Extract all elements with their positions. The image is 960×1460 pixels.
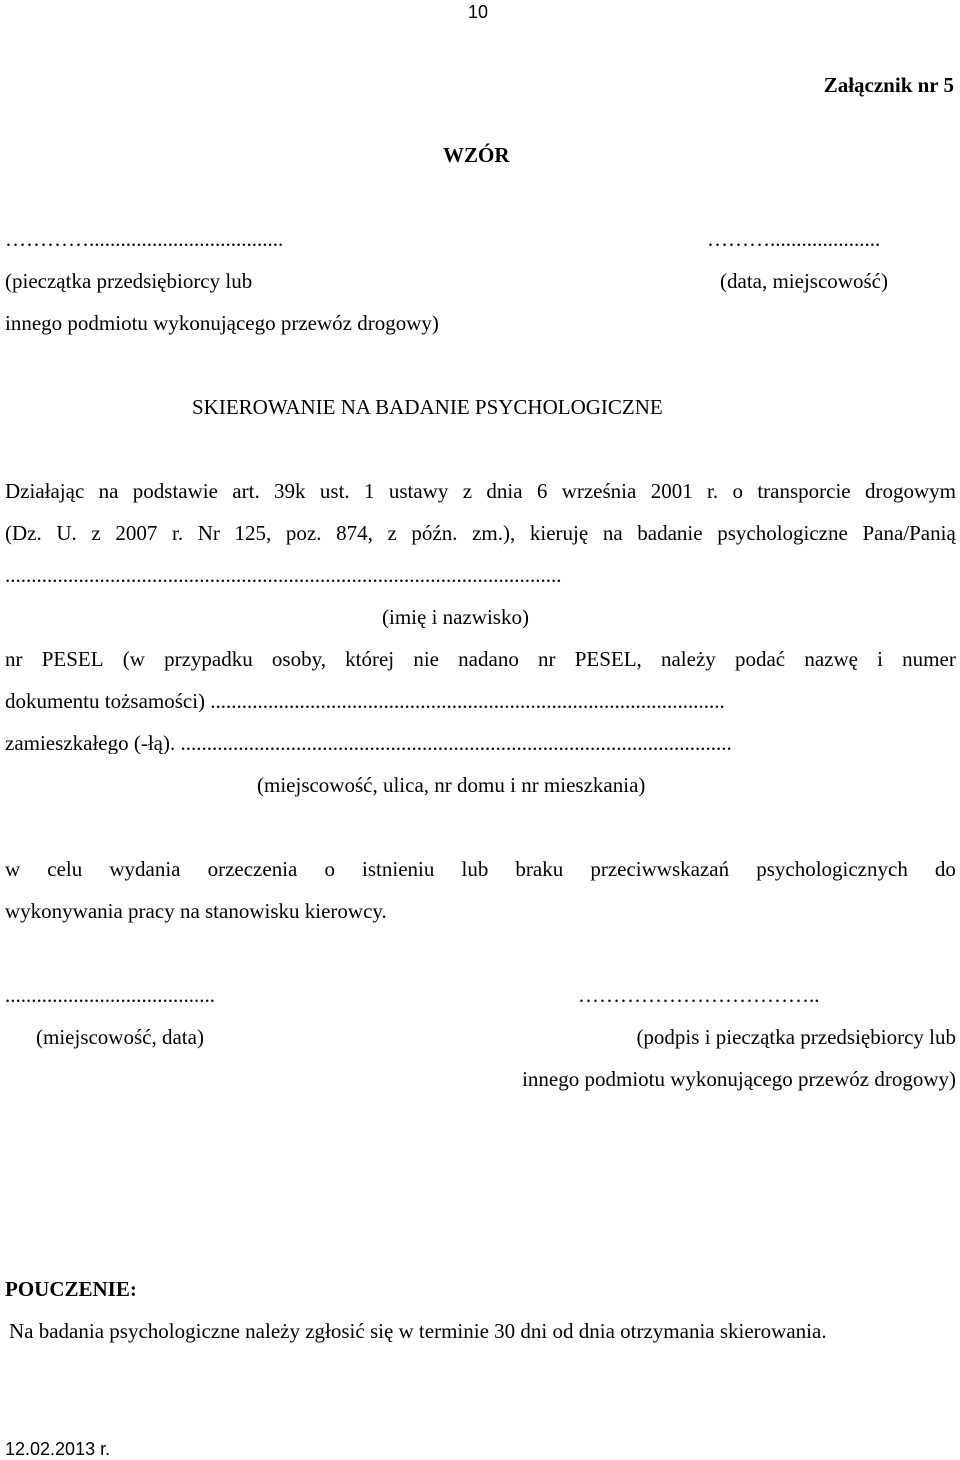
word: i (877, 647, 883, 671)
word: transporcie (757, 479, 851, 503)
word: podstawie (132, 479, 218, 503)
word: psychologiczne (717, 521, 848, 545)
word: nie (413, 647, 439, 671)
word: do (934, 857, 956, 881)
word: 125, (234, 521, 272, 545)
word: z (91, 521, 101, 545)
word: 39k (274, 479, 306, 503)
word: nadano (458, 647, 519, 671)
word: przeciwwskazań (590, 857, 730, 881)
word: lub (461, 857, 489, 881)
word: w (5, 857, 21, 881)
word: wydania (109, 857, 181, 881)
word: (Dz. (5, 521, 42, 545)
word: numer (902, 647, 956, 671)
word: drogowym (864, 479, 956, 503)
word: późn. (411, 521, 458, 545)
word: kieruję (529, 521, 589, 545)
word: nazwę (804, 647, 858, 671)
signature-caption: (podpis i pieczątka przedsiębiorcy lub (636, 1025, 956, 1049)
word: ust. (319, 479, 350, 503)
word: której (345, 647, 395, 671)
word: Nr (197, 521, 220, 545)
template-title: WZÓR (443, 143, 510, 167)
word: nr (538, 647, 556, 671)
word: 1 (364, 479, 375, 503)
footer-date: 12.02.2013 r. (5, 1439, 111, 1459)
word: 6 (536, 479, 548, 503)
purpose-line-2: wykonywania pracy na stanowisku kierowcy. (5, 899, 387, 923)
place-date-dots: ........................................ (5, 985, 215, 1006)
name-dots: .......................................................................................................... (5, 565, 562, 586)
purpose-line-1 (5, 859, 956, 880)
body-line-2 (5, 523, 956, 544)
word: U. (56, 521, 77, 545)
word: o (732, 479, 743, 503)
body-line-1 (5, 481, 956, 502)
word: orzeczenia (207, 857, 298, 881)
word: poz. (285, 521, 322, 545)
page-number: 10 (468, 2, 489, 22)
word: należy (660, 647, 716, 671)
identity-document-line: dokumentu tożsamości) .................................................................................................. (5, 691, 725, 712)
word: września (561, 479, 637, 503)
document-title: SKIEROWANIE NA BADANIE PSYCHOLOGICZNE (192, 395, 663, 419)
date-dots: ………..................... (707, 229, 881, 250)
word: zm.), (472, 521, 516, 545)
pesel-line (5, 649, 956, 670)
word: PESEL (41, 647, 104, 671)
word: r. (707, 479, 719, 503)
word: 2007 (115, 521, 158, 545)
word: nr (5, 647, 23, 671)
address-caption: (miejscowość, ulica, nr domu i nr mieszkania) (257, 773, 646, 797)
attachment-label: Załącznik nr 5 (823, 73, 954, 97)
word: braku (515, 857, 564, 881)
word: PESEL, (574, 647, 642, 671)
word: (w (122, 647, 145, 671)
name-caption: (imię i nazwisko) (382, 605, 529, 629)
place-date-caption: (miejscowość, data) (36, 1025, 204, 1049)
date-caption: (data, miejscowość) (720, 269, 888, 293)
word: podać (734, 647, 786, 671)
residence-line: zamieszkałego (-łą). ......................................................................................................... (5, 733, 732, 754)
word: z (462, 479, 473, 503)
notice-heading: POUCZENIE: (5, 1277, 137, 1301)
word: na (98, 479, 119, 503)
signature-caption-continued: innego podmiotu wykonującego przewóz drogowy) (522, 1067, 956, 1091)
word: r. (171, 521, 184, 545)
word: badanie (637, 521, 703, 545)
word: celu (47, 857, 83, 881)
word: przypadku (164, 647, 253, 671)
word: art. (232, 479, 260, 503)
word: o (324, 857, 335, 881)
stamp-dots: …………..................................... (5, 229, 284, 250)
word: ustawy (388, 479, 449, 503)
word: Pana/Panią (862, 521, 956, 545)
word: istnieniu (362, 857, 435, 881)
word: dnia (486, 479, 523, 503)
signature-dots: …………………………….. (578, 985, 820, 1006)
word: z (387, 521, 397, 545)
word: na (602, 521, 623, 545)
stamp-caption: (pieczątka przedsiębiorcy lub (5, 269, 253, 293)
word: osoby, (271, 647, 326, 671)
stamp-caption-continued: innego podmiotu wykonującego przewóz drogowy) (5, 311, 439, 335)
notice-text: Na badania psychologiczne należy zgłosić się w terminie 30 dni od dnia otrzymania skierowania. (9, 1319, 827, 1343)
word: 874, (336, 521, 373, 545)
word: 2001 (650, 479, 693, 503)
word: psychologicznych (756, 857, 908, 881)
word: Działając (5, 479, 85, 503)
